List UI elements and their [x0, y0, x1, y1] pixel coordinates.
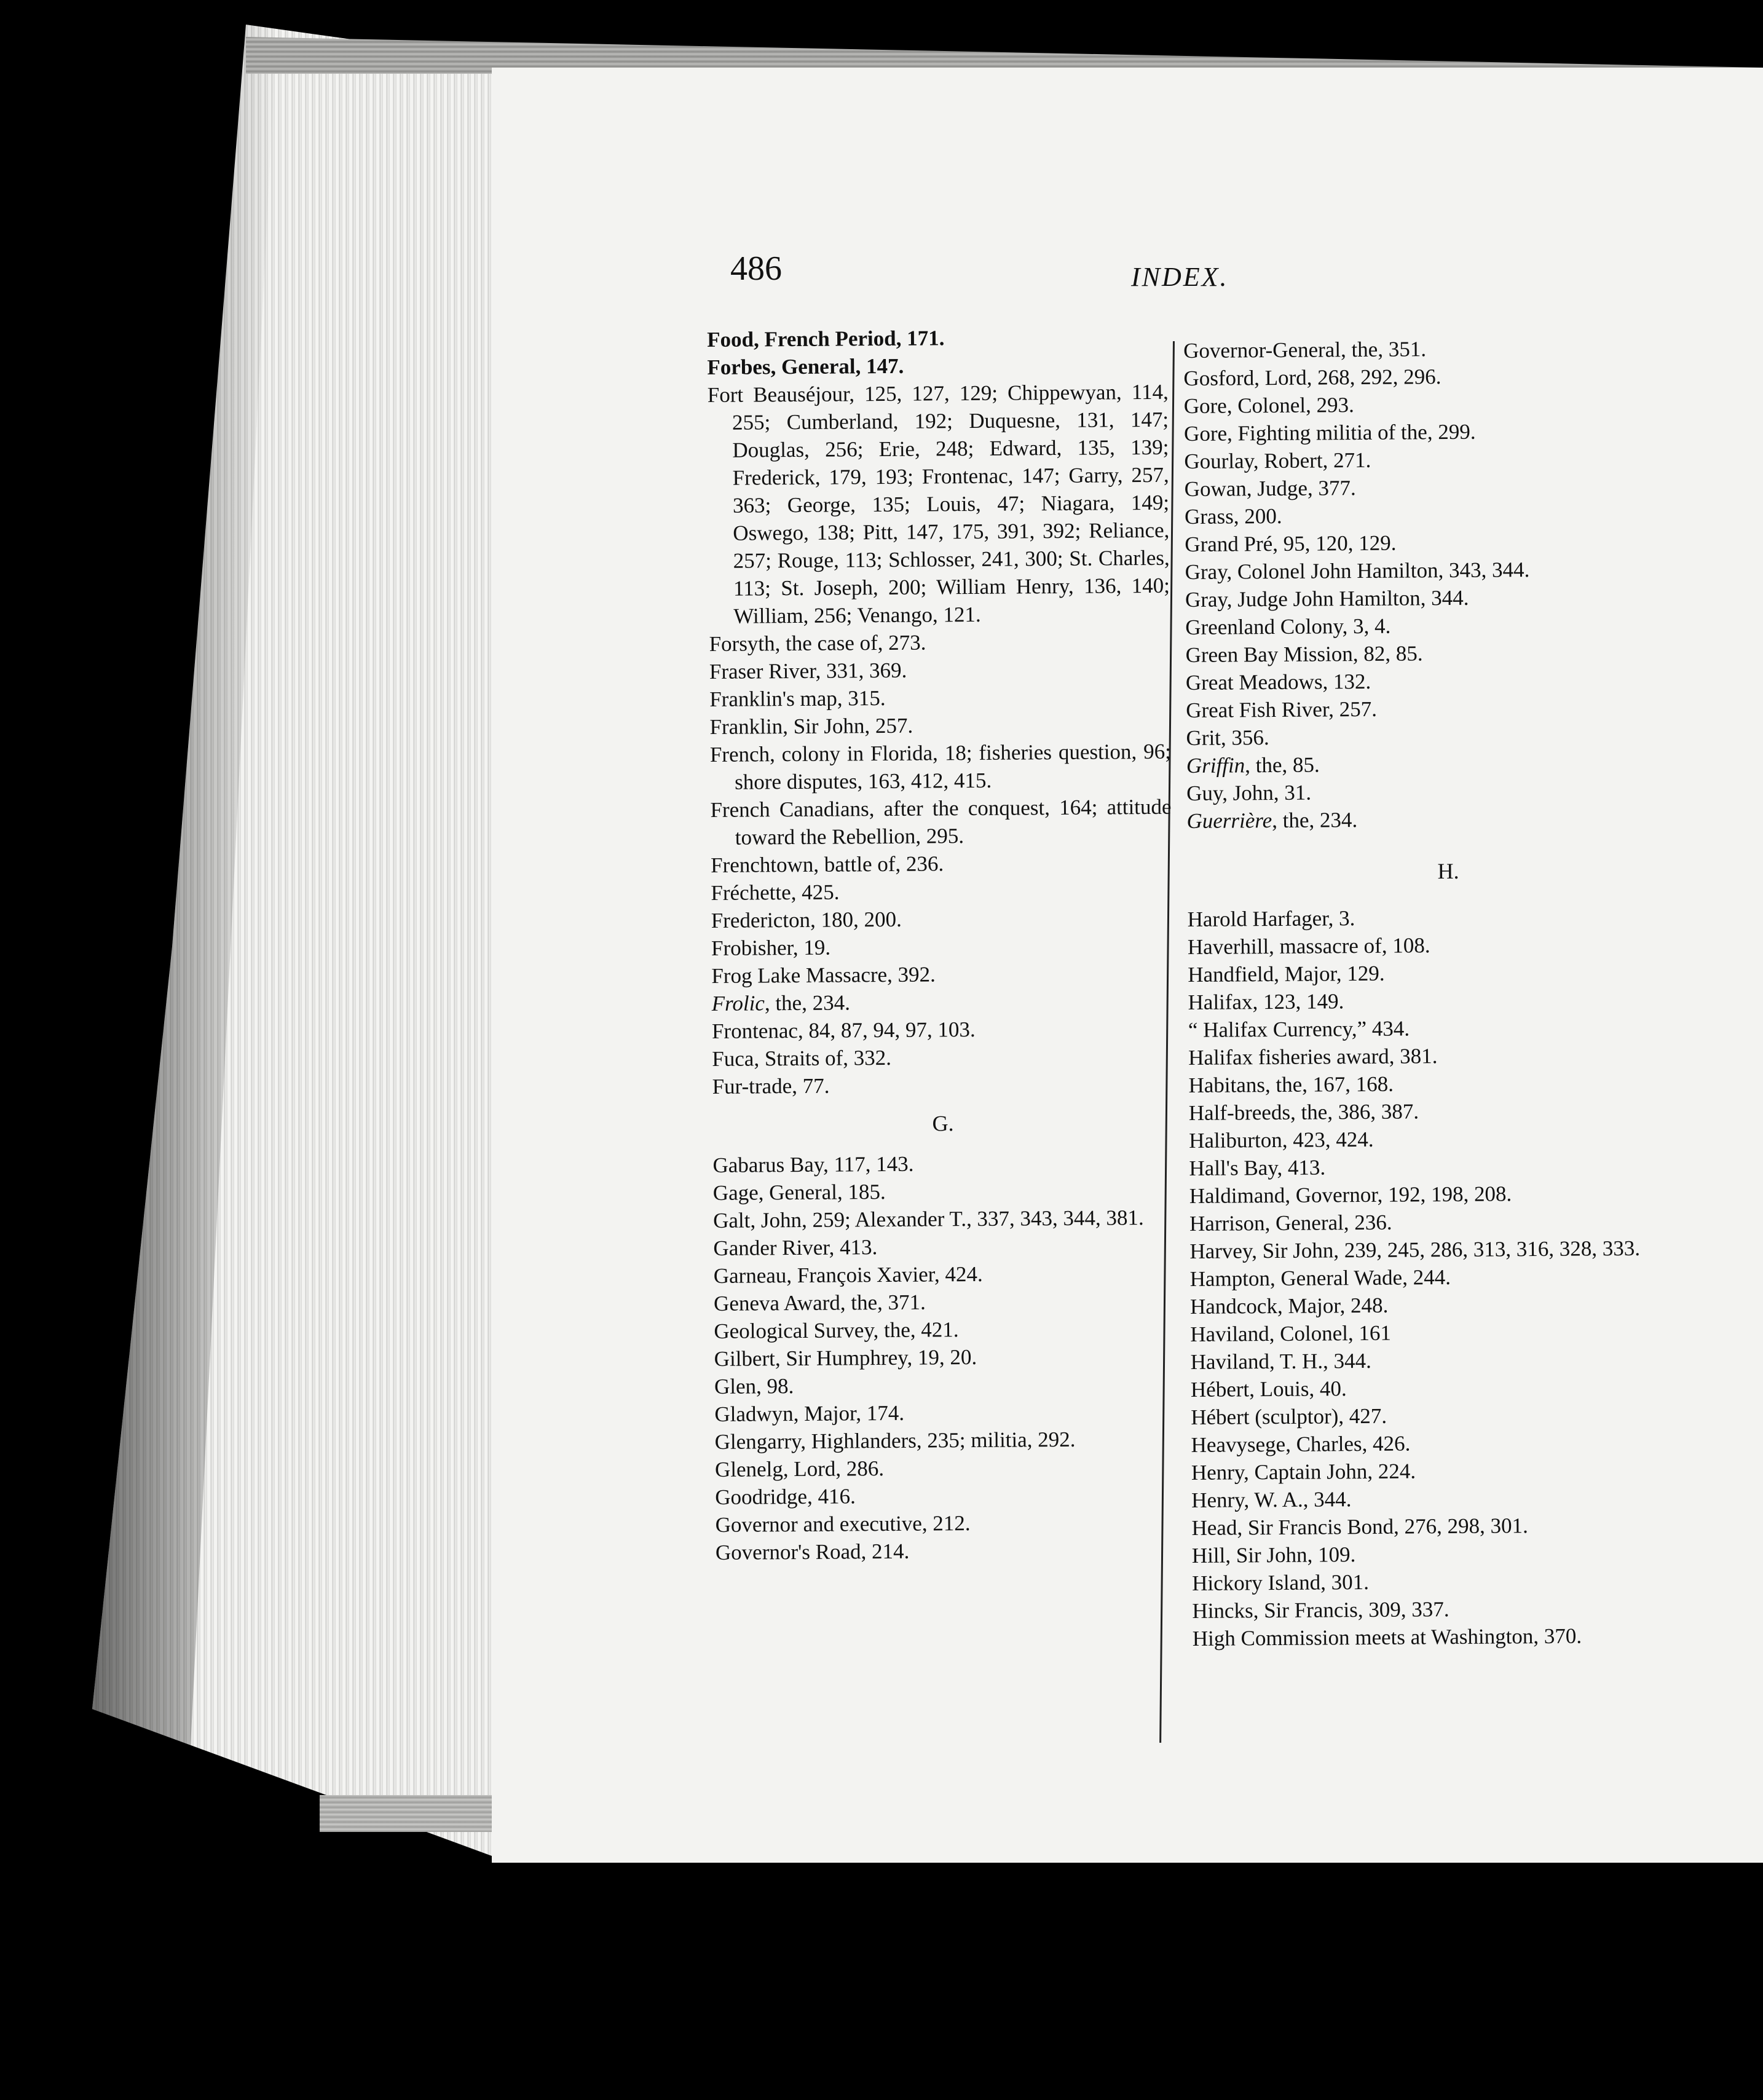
index-entry-text: Grand Pré, 95, 120, 129. — [1185, 531, 1397, 556]
entries-g-continued — [1183, 333, 1710, 835]
index-entry-text: Frenchtown, battle of, 236. — [710, 851, 944, 877]
index-entry — [1191, 1455, 1714, 1486]
index-entry — [1189, 1123, 1711, 1155]
index-entry-text: Fredericton, 180, 200. — [711, 907, 902, 933]
index-entry-text: Governor's Road, 214. — [715, 1539, 910, 1565]
index-entry — [1183, 333, 1706, 365]
index-entry — [714, 1259, 1175, 1290]
index-entry-text: Forsyth, the case of, 273. — [709, 630, 926, 656]
index-entry-text: Halifax, 123, 149. — [1188, 989, 1344, 1014]
index-entry-text: Glengarry, Highlanders, 235; militia, 292. — [714, 1427, 1076, 1454]
index-entry — [1188, 985, 1710, 1016]
index-entry-text: Fraser River, 331, 369. — [709, 658, 907, 684]
index-entry-text: Half-breeds, the, 386, 387. — [1188, 1099, 1419, 1125]
index-entry — [713, 1204, 1174, 1234]
index-entry — [709, 710, 1170, 741]
index-entry — [712, 987, 1173, 1017]
index-entry-text: Green Bay Mission, 82, 85. — [1185, 641, 1423, 667]
index-entry — [1185, 472, 1707, 503]
index-entry — [713, 1231, 1174, 1262]
index-entry-text: Hall's Bay, 413. — [1189, 1155, 1326, 1180]
index-entry-text: Glenelg, Lord, 286. — [714, 1456, 885, 1482]
index-entry — [707, 350, 1168, 381]
index-entry-text: Greenland Colony, 3, 4. — [1185, 614, 1391, 639]
index-entry — [1185, 610, 1708, 641]
index-entry — [712, 1148, 1173, 1179]
index-entry-text: Halifax fisheries award, 381. — [1188, 1044, 1438, 1070]
index-entry-text: Great Meadows, 132. — [1185, 669, 1371, 695]
index-entry — [1184, 416, 1706, 448]
index-entry — [1189, 1151, 1711, 1182]
index-entry — [1191, 1427, 1713, 1459]
index-entry — [714, 1287, 1175, 1317]
index-entry-text: Gage, General, 185. — [712, 1180, 886, 1205]
index-entry — [709, 627, 1170, 658]
index-entry-text: Hampton, General Wade, 244. — [1189, 1265, 1451, 1291]
index-entry-text: Heavysege, Charles, 426. — [1191, 1431, 1411, 1457]
index-entry — [1188, 930, 1710, 961]
index-entry-text: Head, Sir Francis Bond, 276, 298, 301. — [1191, 1514, 1528, 1540]
index-entry-text: Galt, John, 259; Alexander T., 337, 343, 344, 381. — [713, 1206, 1144, 1233]
index-entry-text: Frontenac, 84, 87, 94, 97, 103. — [711, 1017, 976, 1043]
index-entry — [714, 1397, 1175, 1428]
index-entry-text: Haviland, Colonel, 161 — [1190, 1320, 1392, 1346]
index-entry — [711, 931, 1172, 962]
index-entry — [1189, 1095, 1711, 1127]
index-column-left — [707, 323, 1177, 1566]
entries-g — [712, 1148, 1177, 1566]
index-entry — [709, 682, 1170, 713]
index-entry-text: Gourlay, Robert, 271. — [1184, 448, 1371, 473]
index-entry-text: Forbes, General, 147. — [707, 353, 904, 379]
index-entry-text: Grass, 200. — [1184, 503, 1282, 529]
index-entry-text: , the, 234. — [764, 990, 851, 1016]
index-entry — [1188, 1012, 1711, 1044]
index-entry — [714, 1314, 1175, 1345]
index-entry — [711, 904, 1172, 934]
index-entry-text: Gowan, Judge, 377. — [1184, 476, 1356, 501]
index-entry-text: “ Halifax Currency,” 434. — [1188, 1016, 1410, 1042]
index-entry-text: Hincks, Sir Francis, 309, 337. — [1192, 1597, 1449, 1623]
index-entry — [707, 323, 1168, 353]
index-entry — [1187, 902, 1710, 933]
index-entry — [708, 378, 1170, 630]
index-entry-text: Gore, Fighting militia of the, 299. — [1183, 419, 1476, 446]
index-entry-text: Henry, W. A., 344. — [1191, 1487, 1352, 1512]
index-entry-text: High Commission meets at Washington, 370. — [1192, 1624, 1582, 1651]
index-entry-text: Gray, Colonel John Hamilton, 343, 344. — [1185, 558, 1530, 584]
index-entry-text: Gray, Judge John Hamilton, 344. — [1185, 585, 1469, 612]
index-entry — [715, 1425, 1176, 1456]
index-entry — [1186, 665, 1708, 697]
index-entry — [716, 1536, 1177, 1566]
index-entry-text: Henry, Captain John, 224. — [1191, 1459, 1416, 1485]
index-entry-text: Franklin, Sir John, 257. — [709, 713, 913, 739]
index-entry-text: Food, French Period, 171. — [707, 326, 945, 352]
index-entry-text: Geneva Award, the, 371. — [713, 1290, 926, 1316]
index-entry-text: Garneau, François Xavier, 424. — [713, 1261, 983, 1288]
index-entry-text: Fuca, Straits of, 332. — [712, 1045, 892, 1071]
index-entry — [1188, 1040, 1711, 1072]
index-entry — [1186, 693, 1708, 724]
index-entry-text: Haliburton, 423, 424. — [1188, 1127, 1374, 1153]
index-entry-text: Hill, Sir John, 109. — [1191, 1542, 1356, 1568]
index-entry — [711, 848, 1172, 879]
index-entry — [709, 655, 1170, 685]
index-entry-text: Gander River, 413. — [713, 1235, 878, 1260]
index-entry-text: Fréchette, 425. — [711, 880, 840, 905]
index-entry — [1190, 1344, 1713, 1376]
index-entry-text: , the, 234. — [1272, 808, 1358, 833]
index-entry-text: Haverhill, massacre of, 108. — [1187, 933, 1430, 959]
index-entry — [715, 1480, 1176, 1511]
index-entry — [1188, 1068, 1711, 1099]
index-entry — [712, 1014, 1173, 1045]
index-entry — [1192, 1566, 1714, 1597]
index-entry — [1186, 776, 1709, 807]
index-entry-text: Hickory Island, 301. — [1192, 1569, 1370, 1595]
index-entry — [1191, 1510, 1714, 1542]
index-entry — [1185, 582, 1708, 614]
index-entry-text: Harvey, Sir John, 239, 245, 286, 313, 316, 328, 333. — [1189, 1236, 1641, 1263]
index-entry-text: Frog Lake Massacre, 392. — [711, 962, 936, 988]
index-entry-text: Fur-trade, 77. — [712, 1073, 830, 1099]
index-entry-text: Franklin's map, 315. — [709, 685, 886, 711]
index-entry — [712, 1042, 1173, 1073]
index-entry — [1184, 389, 1706, 420]
index-column-right — [1183, 333, 1715, 1652]
index-entry — [713, 1176, 1174, 1207]
index-entry — [1192, 1538, 1714, 1569]
index-entry-text: Harold Harfager, 3. — [1187, 906, 1355, 931]
index-entry — [1186, 720, 1708, 752]
index-entry-text: Gosford, Lord, 268, 292, 296. — [1183, 365, 1442, 390]
index-entry — [1185, 527, 1707, 558]
index-entry — [1191, 1483, 1714, 1514]
index-entry — [1192, 1593, 1714, 1625]
index-entry — [1189, 1178, 1712, 1210]
index-entry-text: Hébert, Louis, 40. — [1190, 1376, 1347, 1402]
index-entry — [1185, 555, 1708, 586]
index-entry-text: Harrison, General, 236. — [1189, 1210, 1392, 1236]
index-entry — [710, 738, 1172, 796]
letter-heading-g: G. — [932, 1111, 954, 1136]
index-entry — [1193, 1621, 1715, 1652]
index-entry — [1190, 1261, 1713, 1293]
index-entry — [1186, 803, 1709, 835]
index-entry — [715, 1508, 1176, 1539]
index-entry — [1183, 361, 1706, 392]
index-entry — [711, 876, 1172, 907]
index-entry-text: Guy, John, 31. — [1186, 780, 1312, 805]
index-entry-text: , the, 85. — [1245, 752, 1320, 778]
index-entry-text: Glen, 98. — [714, 1374, 794, 1399]
index-entry — [1188, 957, 1710, 989]
index-entry-text: Geological Survey, the, 421. — [714, 1317, 959, 1343]
index-entry-text: Haviland, T. H., 344. — [1190, 1348, 1371, 1374]
index-entry — [1190, 1289, 1713, 1320]
index-entry — [1189, 1234, 1712, 1265]
index-entry-italic: Griffin — [1186, 753, 1245, 778]
index-entry — [1184, 444, 1706, 475]
index-entry-text: Great Fish River, 257. — [1186, 697, 1378, 722]
index-entry — [711, 959, 1172, 990]
index-entry — [1185, 638, 1708, 669]
index-entry-text: Handcock, Major, 248. — [1189, 1293, 1389, 1319]
index-entry-text: Habitans, the, 167, 168. — [1188, 1072, 1394, 1097]
index-entry — [710, 793, 1172, 851]
index-entry-text: Fort Beauséjour, 125, 127, 129; Chippewyan, 114, 255; Cumberland, 192; Duquesne, 131, 147; Douglas, 256; Erie, 248; Edward, 135, 139; Frederick, 179, 193; Frontenac, 147; Garry, 257, 363; George, 135; Louis, 47; Niagara, 149; Oswego, 138; Pitt, 147, 175, 391, 392; Reliance, 257; Rouge, 113; Schlosser, 241, 300; St. Charles, 113; St. Joseph, 200; William Henry, 136, 140; William, 256; Venango, 121. — [707, 379, 1170, 628]
index-entry-text: Governor and executive, 212. — [715, 1511, 971, 1537]
index-entry — [714, 1370, 1175, 1400]
index-entry — [1191, 1372, 1713, 1403]
index-entry-text: Governor-General, the, 351. — [1183, 337, 1427, 363]
index-entry — [1191, 1400, 1713, 1431]
index-entry — [1185, 499, 1707, 531]
index-entry — [1190, 1317, 1713, 1348]
index-entry-text: Goodridge, 416. — [715, 1484, 856, 1509]
index-entry-text: French Canadians, after the conquest, 164; attitude toward the Rebellion, 295. — [710, 794, 1172, 850]
page-number: 486 — [730, 250, 782, 288]
index-entry-text: Gilbert, Sir Humphrey, 19, 20. — [714, 1344, 977, 1371]
entries-f — [707, 323, 1173, 1100]
index-entry-text: Gabarus Bay, 117, 143. — [712, 1151, 914, 1177]
index-entry-text: Handfield, Major, 129. — [1188, 961, 1385, 987]
index-entry-text: Haldimand, Governor, 192, 198, 208. — [1189, 1182, 1512, 1208]
index-entry-italic: Frolic — [711, 991, 765, 1016]
index-entry-italic: Guerrière — [1186, 808, 1272, 833]
letter-heading-h: H. — [1437, 858, 1459, 884]
index-entry — [715, 1453, 1176, 1483]
index-entry-text: Gladwyn, Major, 174. — [714, 1400, 905, 1426]
index-entry-text: Hébert (sculptor), 427. — [1191, 1403, 1387, 1429]
index-entry-text: Gore, Colonel, 293. — [1183, 393, 1354, 418]
index-entry — [1189, 1206, 1712, 1238]
index-entry-text: Grit, 356. — [1186, 725, 1269, 750]
index-entry — [712, 1070, 1173, 1100]
running-head: INDEX. — [1131, 262, 1229, 292]
index-entry — [714, 1342, 1175, 1373]
index-entry-text: French, colony in Florida, 18; fisheries question, 96; shore disputes, 163, 412, 415. — [709, 739, 1171, 794]
entries-h — [1187, 902, 1714, 1652]
index-entry-text: Frobisher, 19. — [711, 935, 831, 960]
index-entry — [1186, 748, 1709, 780]
